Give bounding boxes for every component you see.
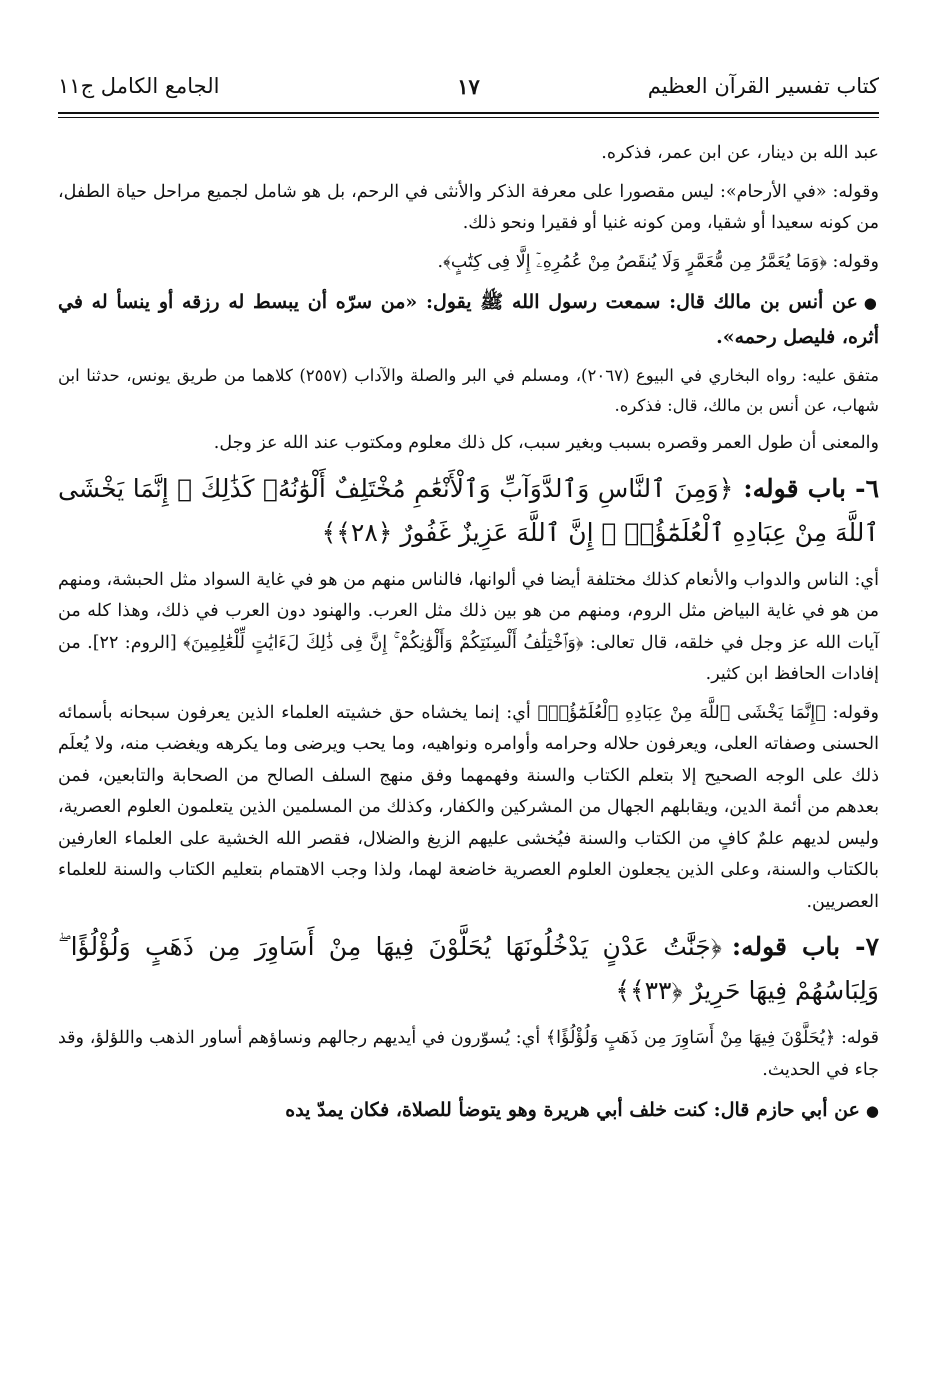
chapter-label: ٧- باب قوله: bbox=[731, 932, 879, 961]
chapter-ayah: ﴿جَنَّٰتُ عَدْنٍ يَدْخُلُونَهَا يُحَلَّوْنَ فِيهَا مِنْ أَسَاوِرَ مِن ذَهَبٍ وَلُؤْلُؤًا ۖ وَلِبَاسُهُمْ فِيهَا حَرِيرٌ ﴿٣٣﴾﴾ bbox=[58, 932, 879, 1005]
hadith-paragraph bbox=[58, 1093, 879, 1128]
book-title: كتاب تفسير القرآن العظيم bbox=[647, 74, 879, 98]
hadith-paragraph bbox=[58, 285, 879, 354]
paragraph: وقوله: ﴿إِنَّمَا يَخْشَى ٱللَّهَ مِنْ عِبَادِهِ ٱلْعُلَمَٰٓؤُا۟﴾ أي: إنما يخشاه حق خشيته العلماء الذين يعرفون سبحانه بأسمائه الحسنى وصفاته العلى، ويعرفون حلاله وحرامه وأوامره ونواهيه، وما يحب ويرضى وما يكرهه ويغضب منه، ولا يُعلَم ذلك على الوجه الصحيح إلا بتعلم الكتاب والسنة وفهمهما وفق منهج السلف الصالح من الصحابة والتابعين، فمن بعدهم من أئمة الدين، ويقابلهم الجهال من المشركين والكفار، وكذلك من المسلمين الذين يتعلمون العلوم العصرية، وليس لديهم علمٌ كافٍ من الكتاب والسنة فيُخشى عليهم الزيغ والضلال، فقصر الله الخشية على العلماء العارفين بالكتاب والسنة، وعلى الذين يجعلون العلوم العصرية خاضعة لهما، ولذا وجب الاهتمام بتعليم الكتاب والسنة للعلماء العصريين. bbox=[58, 702, 879, 912]
bullet-icon: ● bbox=[865, 1102, 879, 1120]
paragraph: وقوله: «في الأرحام»: ليس مقصورا على معرفة الذكر والأنثى في الرحم، بل هو شامل لجميع مراحل حياة الطفل، من كونه سعيدا أو شقيا، ومن كونه غنيا أو فقيرا ونحو ذلك. bbox=[58, 181, 879, 233]
hadith-text: عن أنس بن مالك قال: سمعت رسول الله ﷺ يقول: «من سرّه أن يبسط له رزقه أو ينسأ له في أثره، فليصل رحمه». bbox=[58, 291, 879, 348]
header-rule-thin bbox=[58, 117, 879, 118]
page-number: ١٧ bbox=[457, 74, 480, 99]
chapter-heading bbox=[58, 467, 879, 555]
header-rule-thick bbox=[58, 112, 879, 114]
paragraph: قوله: ﴿يُحَلَّوْنَ فِيهَا مِنْ أَسَاوِرَ مِن ذَهَبٍ وَلُؤْلُؤًا﴾ أي: يُسوّرون في أيديهم رجالهم ونساؤهم أساور الذهب واللؤلؤ، وقد جاء في الحديث. bbox=[58, 1028, 879, 1080]
chapter-ayah: ﴿وَمِنَ ٱلنَّاسِ وَٱلدَّوَآبِّ وَٱلْأَنْعَٰمِ مُخْتَلِفٌ أَلْوَٰنُهُۥ كَذَٰلِكَ ۗ إِنَّمَا يَخْشَى ٱللَّهَ مِنْ عِبَادِهِ ٱلْعُلَمَٰٓؤُا۟ ۗ إِنَّ ٱللَّهَ عَزِيزٌ غَفُورٌ ﴿٢٨﴾﴾ bbox=[58, 473, 879, 547]
paragraph: عبد الله بن دينار، عن ابن عمر، فذكره. bbox=[601, 143, 879, 163]
page-body bbox=[58, 138, 879, 1135]
hadith-text: عن أبي حازم قال: كنت خلف أبي هريرة وهو يتوضأ للصلاة، فكان يمدّ يده bbox=[285, 1099, 860, 1121]
paragraph: وقوله: ﴿وَمَا يُعَمَّرُ مِن مُّعَمَّرٍ وَلَا يُنقَصُ مِنْ عُمُرِهِۦٓ إِلَّا فِى كِتَٰبٍ﴾. bbox=[437, 251, 879, 272]
paragraph: أي: الناس والدواب والأنعام كذلك مختلفة أيضا في ألوانها، فالناس منهم من هو في غاية السواد مثل الحبشة، ومنهم من هو في غاية البياض مثل الروم، ومنهم من هو بين ذلك مثل العرب. والهنود دون العرب في ذلك، وهذا كله من آيات الله عز وجل في خلقه، قال تعالى: ﴿وَٱخْتِلَٰفُ أَلْسِنَتِكُمْ وَأَلْوَٰنِكُمْ ۚ إِنَّ فِى ذَٰلِكَ لَءَايَٰتٍ لِّلْعَٰلِمِينَ﴾ [الروم: ٢٢]. من إفادات الحافظ ابن كثير. bbox=[58, 569, 879, 684]
chapter-heading bbox=[58, 925, 879, 1013]
bullet-icon: ● bbox=[863, 294, 879, 312]
paragraph: والمعنى أن طول العمر وقصره بسبب وبغير سبب، كل ذلك معلوم ومكتوب عند الله عز وجل. bbox=[213, 433, 879, 453]
volume-title: الجامع الكامل ج١١ bbox=[58, 74, 220, 98]
page-header bbox=[58, 58, 879, 102]
chapter-label: ٦- باب قوله: bbox=[743, 473, 879, 503]
takhrij-note: متفق عليه: رواه البخاري في البيوع (٢٠٦٧)، ومسلم في البر والصلة والآداب (٢٥٥٧) كلاهما من طريق يونس، حدثنا ابن شهاب، عن أنس بن مالك، قال: فذكره. bbox=[58, 366, 879, 415]
